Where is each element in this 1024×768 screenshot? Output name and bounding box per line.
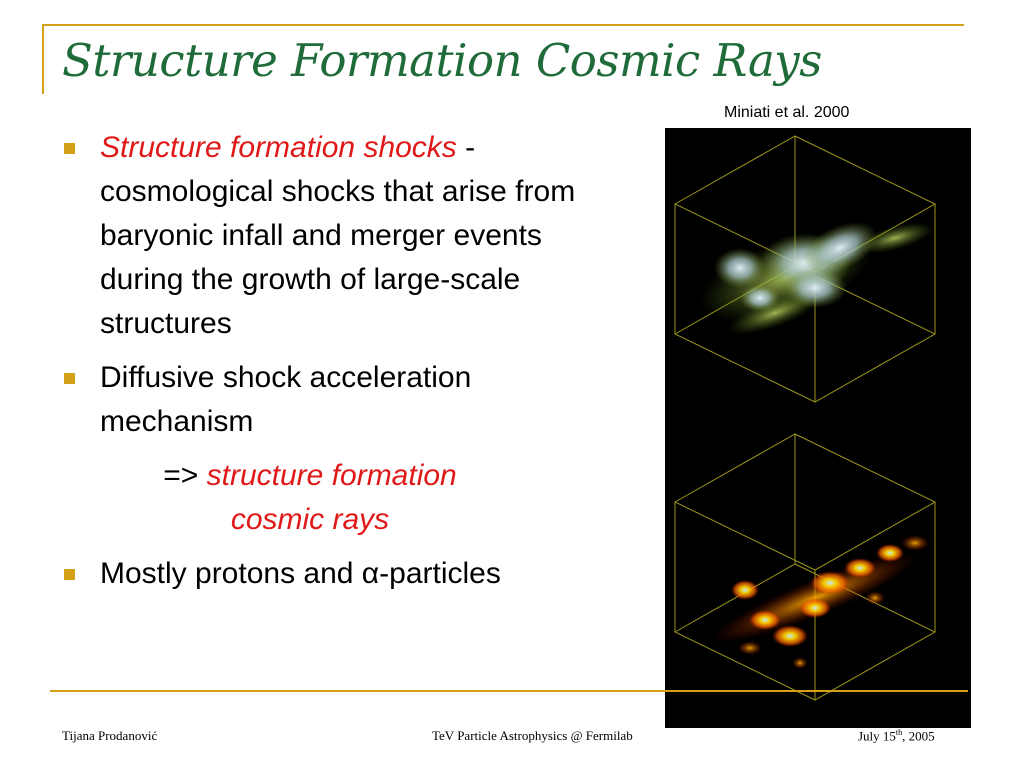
footer-event: TeV Particle Astrophysics @ Fermilab (432, 728, 633, 743)
footer-date-prefix: July 15 (858, 728, 896, 744)
bullet-item-shocks (62, 126, 622, 346)
figure-citation: Miniati et al. 2000 (724, 104, 850, 121)
footer-date-sup: th (895, 728, 903, 737)
implication-arrow: => (163, 459, 207, 492)
bullet-text: Diffusive shock acceleration mechanism (100, 361, 472, 438)
bullet-text: Mostly protons and α-particles (100, 557, 501, 590)
implication-highlight-1: structure formation (206, 459, 457, 492)
footer-author: Tijana Prodanović (62, 728, 158, 743)
footer-date (858, 728, 935, 744)
square-bullet-icon (64, 373, 75, 384)
title-left-rule (42, 24, 44, 94)
gas-density-render (688, 211, 936, 343)
square-bullet-icon (64, 569, 75, 580)
bullet-item-particles (62, 552, 622, 596)
bullet-text: - cosmological shocks that arise from baryonic infall and merger events during the growth of large-scale structures (100, 131, 576, 340)
title-top-rule (42, 24, 964, 26)
bullet-highlight: Structure formation shocks (100, 131, 457, 164)
bullet-list (62, 126, 622, 606)
slide-title: Structure Formation Cosmic Rays (62, 34, 822, 87)
bullet-item-acceleration (62, 356, 622, 444)
implication-line (62, 454, 520, 542)
footer-rule (50, 690, 968, 692)
simulation-figure-image (665, 128, 971, 728)
square-bullet-icon (64, 143, 75, 154)
footer-date-suffix: , 2005 (902, 728, 935, 744)
implication-highlight-2: cosmic rays (230, 503, 390, 536)
cosmic-ray-render (706, 535, 929, 669)
simulation-figure (665, 128, 971, 728)
